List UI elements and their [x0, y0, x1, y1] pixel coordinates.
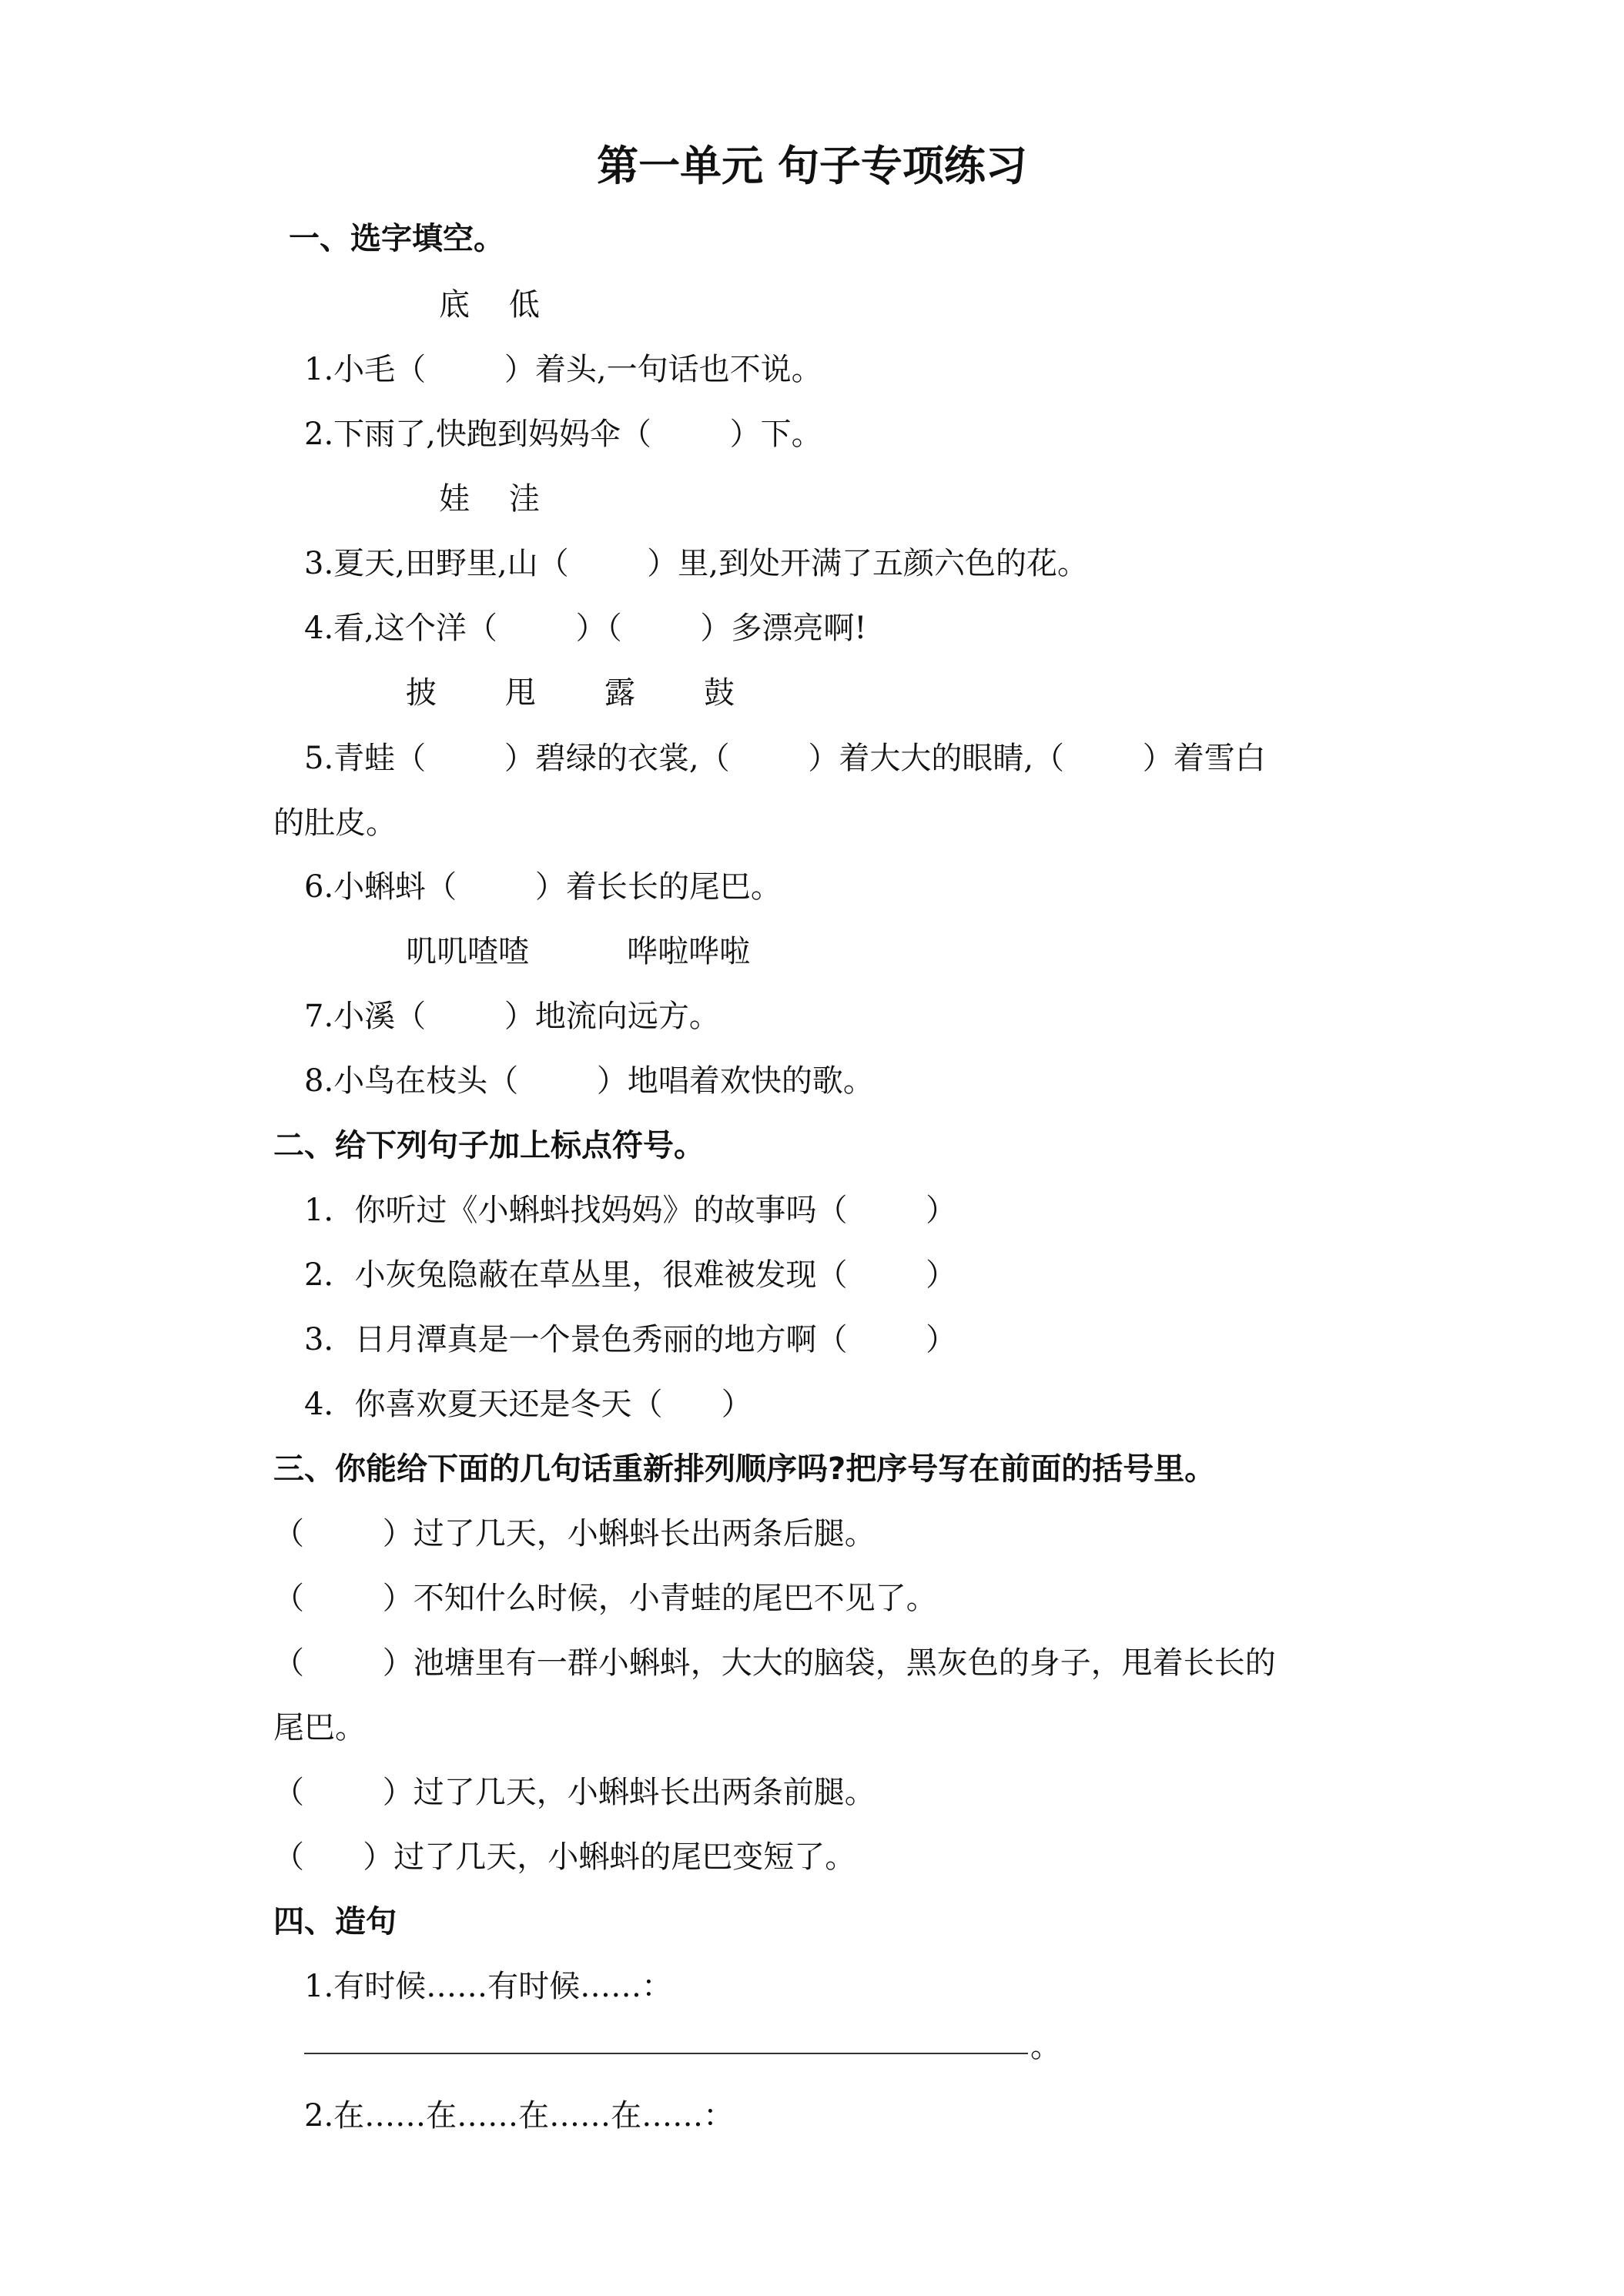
s1-question-7: 7.小溪（ ）地流向远方。 [304, 999, 720, 1034]
s3-item-5: （ ）过了几天，小蝌蚪的尾巴变短了。 [273, 1839, 856, 1875]
section-4-heading: 四、造句 [273, 1904, 397, 1940]
s1-question-8: 8.小鸟在枝头（ ）地唱着欢快的歌。 [304, 1063, 874, 1099]
s3-item-3-continued: 尾巴。 [273, 1710, 366, 1745]
page-title: 第一单元 句子专项练习 [597, 142, 1027, 190]
s3-item-3: （ ）池塘里有一群小蝌蚪，大大的脑袋，黑灰色的身子，甩着长长的 [273, 1645, 1276, 1681]
section-3-heading: 三、你能给下面的几句话重新排列顺序吗?把序号写在前面的括号里。 [273, 1451, 1216, 1487]
answer-line-end-mark: 。 [1030, 2029, 1061, 2064]
s3-item-4: （ ）过了几天，小蝌蚪长出两条前腿。 [273, 1775, 876, 1810]
s2-question-4: 4．你喜欢夏天还是冬天（ ） [304, 1387, 752, 1422]
s2-question-3: 3．日月潭真是一个景色秀丽的地方啊（ ） [304, 1322, 957, 1357]
section-2-heading: 二、给下列句子加上标点符号。 [273, 1128, 705, 1163]
s2-question-2: 2．小灰兔隐蔽在草丛里，很难被发现（ ） [304, 1257, 957, 1293]
s2-question-1: 1．你听过《小蝌蚪找妈妈》的故事吗（ ） [304, 1193, 957, 1228]
s1-question-2: 2.下雨了,快跑到妈妈伞（ ）下。 [304, 417, 822, 452]
s3-item-1: （ ）过了几天，小蝌蚪长出两条后腿。 [273, 1516, 876, 1551]
s4-question-2: 2.在……在……在……在……： [304, 2098, 735, 2134]
s4-question-1: 1.有时候……有时候……： [304, 1969, 673, 2004]
s1-question-3: 3.夏天,田野里,山（ ）里,到处开满了五颜六色的花。 [304, 546, 1089, 581]
choice-group-2: 娃 洼 [439, 481, 540, 517]
s1-question-1: 1.小毛（ ）着头,一句话也不说。 [304, 352, 822, 387]
choice-group-3: 披 甩 露 鼓 [406, 675, 735, 711]
s1-question-4: 4.看,这个洋（ ）（ ）多漂亮啊! [304, 611, 867, 646]
s1-question-5: 5.青蛙（ ）碧绿的衣裳,（ ）着大大的眼睛,（ ）着雪白 [304, 741, 1266, 776]
choice-group-4: 叽叽喳喳 哗啦哗啦 [406, 934, 751, 969]
s1-question-5-continued: 的肚皮。 [273, 805, 397, 841]
answer-line[interactable] [304, 2053, 1028, 2054]
s1-question-6: 6.小蝌蚪（ ）着长长的尾巴。 [304, 869, 782, 905]
choice-group-1: 底 低 [439, 287, 540, 323]
s3-item-2: （ ）不知什么时候，小青蛙的尾巴不见了。 [273, 1581, 937, 1616]
section-1-heading: 一、选字填空。 [289, 221, 504, 256]
